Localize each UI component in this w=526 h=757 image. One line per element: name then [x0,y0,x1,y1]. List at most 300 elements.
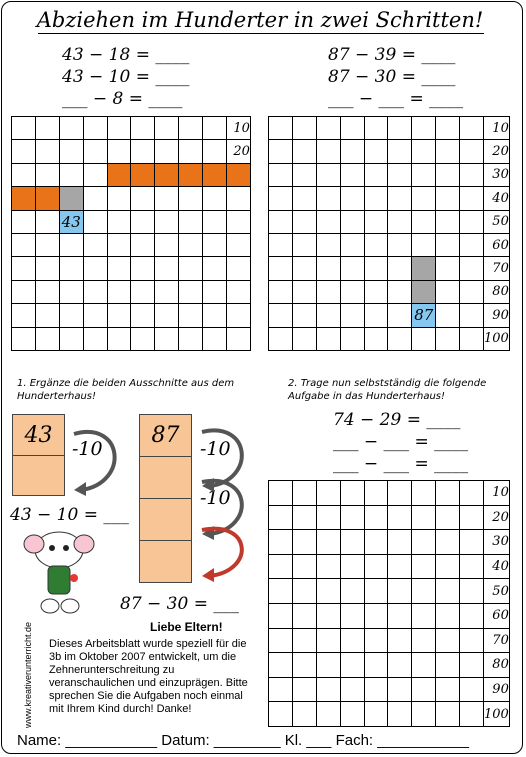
grid-cell [269,505,293,530]
grid-cell [292,554,316,579]
grid-cell [460,702,484,727]
grid-cell [316,554,340,579]
grid-cell [412,187,436,210]
grid-cell [316,481,340,506]
top-left-eq-3: ___ − 8 = ____ [62,89,183,109]
grid-cell [12,163,36,186]
footer-fields: Name: ___________ Datum: ________ Kl. ___ Fach: ___________ [17,732,470,749]
grid-cell [131,280,155,303]
grid-cell [269,233,293,256]
row-label: 50 [484,579,510,604]
grid-cell [412,280,436,303]
grid-cell [179,304,203,327]
grid-cell [436,702,460,727]
grid-cell [179,327,203,350]
box-87-cell-3 [140,499,191,541]
grid-cell [364,140,388,163]
grid-cell [59,117,83,140]
grid-cell [364,481,388,506]
grid-cell [227,257,251,280]
top-left-eq-2: 43 − 10 = ____ [62,67,190,87]
title-rule [38,33,484,34]
grid-cell [83,257,107,280]
grid-cell [35,327,59,350]
grid-cell [83,304,107,327]
grid-cell [59,327,83,350]
grid-cell [412,210,436,233]
grid-cell [460,505,484,530]
grid-cell [340,481,364,506]
grid-cell [412,233,436,256]
grid-cell [269,530,293,555]
grid-cell [436,257,460,280]
grid-cell [107,140,131,163]
grid-cell [269,163,293,186]
grid-cell [364,579,388,604]
grid-cell [35,257,59,280]
grid-cell [83,210,107,233]
grid-cell [412,327,436,350]
grid-cell [269,554,293,579]
grid-cell [107,304,131,327]
grid-cell [131,163,155,186]
grid-cell [340,530,364,555]
grid-cell [388,702,412,727]
grid-cell [364,628,388,653]
grid-cell [436,653,460,678]
grid-cell [436,505,460,530]
grid-cell [340,603,364,628]
grid-cell [12,233,36,256]
grid-cell [12,187,36,210]
grid-cell [436,554,460,579]
grid-cell [340,304,364,327]
grid-cell [340,233,364,256]
grid-cell [292,187,316,210]
grid-cell [340,280,364,303]
row-label: 30 [484,163,510,186]
grid-cell [364,530,388,555]
grid-cell [412,257,436,280]
row-label: 70 [484,257,510,280]
grid-cell [316,280,340,303]
grid-cell [412,579,436,604]
grid-cell [12,117,36,140]
grid-cell [269,481,293,506]
grid-cell [203,280,227,303]
grid-cell [436,327,460,350]
grid-cell [35,187,59,210]
grid-cell [316,210,340,233]
grid-cell [412,530,436,555]
grid-cell [107,327,131,350]
grid-cell [179,163,203,186]
grid-cell [364,554,388,579]
grid-cell [155,140,179,163]
grid-cell [460,677,484,702]
grid-cell [364,327,388,350]
grid-cell [35,140,59,163]
grid-cell [460,304,484,327]
box2-minus-label-2: -10 [200,487,231,509]
grid-cell [269,628,293,653]
grid-cell [179,257,203,280]
task-2-text: 2. Trage nun selbstständig die folgende Aufgabe in das Hunderterhaus! [288,378,487,402]
grid-cell [292,653,316,678]
grid-cell [340,257,364,280]
row-label: 70 [484,628,510,653]
grid-cell [460,233,484,256]
grid-cell [269,677,293,702]
grid-cell [227,280,251,303]
grid-cell [292,257,316,280]
grid-cell [131,140,155,163]
grid-cell [107,117,131,140]
grid-cell [269,702,293,727]
grid-cell [436,210,460,233]
task-1-text: 1. Ergänze die beiden Ausschnitte aus dem Hunderterhaus! [17,378,235,402]
grid-cell [340,505,364,530]
grid-cell [460,210,484,233]
grid-cell [412,481,436,506]
grid-cell [292,603,316,628]
grid-cell [155,163,179,186]
grid-cell [460,140,484,163]
grid-cell [436,481,460,506]
grid-cell [292,628,316,653]
excerpt-box-87 [139,414,192,583]
grid-cell [155,187,179,210]
grid-cell [340,187,364,210]
grid-cell [364,603,388,628]
row-label: 90 [484,677,510,702]
grid-cell [412,702,436,727]
grid-cell [269,653,293,678]
grid-cell [83,163,107,186]
grid-cell [340,677,364,702]
grid-cell [131,233,155,256]
grid-cell [269,187,293,210]
grid-cell [292,210,316,233]
box-87-top-cell: 87 [140,415,191,457]
grid-cell [155,257,179,280]
grid-cell [388,530,412,555]
grid-cell [292,677,316,702]
grid-cell [269,140,293,163]
grid-cell [292,233,316,256]
grid-cell [12,210,36,233]
task2-eq-2: ___ − ___ = ____ [333,432,469,452]
grid-cell [460,280,484,303]
grid-cell [364,233,388,256]
top-right-eq-1: 87 − 39 = ____ [328,45,456,65]
grid-cell [227,304,251,327]
grid-cell [203,233,227,256]
grid-cell [269,257,293,280]
grid-cell [460,163,484,186]
grid-cell [59,140,83,163]
grid-cell [388,233,412,256]
grid-cell [59,163,83,186]
grid-cell [388,481,412,506]
grid-cell [292,117,316,140]
grid-cell [12,280,36,303]
grid-cell [436,628,460,653]
grid-cell [269,579,293,604]
parents-text: Dieses Arbeitsblatt wurde speziell für die 3b im Oktober 2007 entwickelt, um die Zehnerunterschreitung zu veranschaulichen und einzuprägen. Bitte sprechen Sie die Aufgaben noch einmal mit Ihrem Kind durch! Danke! [49,638,248,715]
grid-cell [412,677,436,702]
row-label: 20 [227,140,251,163]
row-label: 40 [484,187,510,210]
grid-cell [388,210,412,233]
grid-cell [131,117,155,140]
grid-cell [203,140,227,163]
grid-cell [460,653,484,678]
grid-cell [292,579,316,604]
grid-cell [59,257,83,280]
grid-cell [12,327,36,350]
grid-cell [107,257,131,280]
grid-cell [83,280,107,303]
grid-cell [155,210,179,233]
grid-cell [364,257,388,280]
grid-cell [340,653,364,678]
row-label: 30 [484,530,510,555]
row-label: 90 [484,304,510,327]
grid-cell [83,187,107,210]
row-label: 20 [484,505,510,530]
excerpt-box-43 [12,414,65,496]
row-label: 10 [484,481,510,506]
grid-cell [340,117,364,140]
grid-cell [131,257,155,280]
grid-cell [388,257,412,280]
grid-cell [460,257,484,280]
grid-cell [269,304,293,327]
grid-cell [364,117,388,140]
row-label: 100 [484,327,510,350]
grid-cell [59,280,83,303]
grid-cell [59,304,83,327]
grid-cell [316,257,340,280]
grid-cell [412,603,436,628]
grid-cell [364,280,388,303]
grid-cell [203,117,227,140]
parents-heading: Liebe Eltern! [150,620,223,634]
grid-cell [412,140,436,163]
grid-cell [203,163,227,186]
top-right-eq-2: 87 − 30 = ____ [328,67,456,87]
grid-cell [292,481,316,506]
box1-minus-label: -10 [72,438,103,460]
grid-cell [436,280,460,303]
grid-cell [59,233,83,256]
grid-cell [316,163,340,186]
curved-arrows-icon [196,420,254,585]
grid-cell [436,579,460,604]
grid-cell [203,187,227,210]
grid-cell [179,280,203,303]
grid-cell [35,117,59,140]
curved-arrow-icon [68,420,126,500]
grid-cell [131,327,155,350]
box1-equation: 43 − 10 = ___ [10,505,129,525]
grid-cell [460,530,484,555]
grid-cell [340,327,364,350]
page-title: Abziehen im Hunderter in zwei Schritten! [36,8,484,32]
grid-cell [316,187,340,210]
grid-cell [340,579,364,604]
grid-cell [388,163,412,186]
grid-cell [316,702,340,727]
grid-cell [83,117,107,140]
grid-cell [179,117,203,140]
grid-cell [316,117,340,140]
grid-cell [316,603,340,628]
grid-cell [460,327,484,350]
box2-equation: 87 − 30 = ___ [120,594,239,614]
grid-cell [269,210,293,233]
grid-cell [364,505,388,530]
grid-cell [227,233,251,256]
grid-cell [292,140,316,163]
grid-cell [460,603,484,628]
row-label: 20 [484,140,510,163]
task2-eq-3: ___ − ___ = ____ [333,454,469,474]
grid-cell [340,554,364,579]
row-label: 60 [484,603,510,628]
grid-cell [269,327,293,350]
grid-cell [388,327,412,350]
website-vertical-text: www.kreativerunterricht.de [23,621,33,729]
grid-cell [340,210,364,233]
grid-cell [340,702,364,727]
grid-cell [155,327,179,350]
hundred-grid-2 [268,116,510,351]
grid-cell [203,257,227,280]
grid-cell [155,304,179,327]
grid-cell [436,304,460,327]
grid-cell [12,140,36,163]
grid-cell [436,163,460,186]
task2-eq-1: 74 − 29 = ____ [333,410,461,430]
grid-cell [227,210,251,233]
grid-cell [388,505,412,530]
grid-cell [388,140,412,163]
grid-cell [107,187,131,210]
grid-cell [388,603,412,628]
grid-cell [388,187,412,210]
grid-cell [179,210,203,233]
grid-cell [388,554,412,579]
grid-cell [292,280,316,303]
grid-cell [35,304,59,327]
grid-cell [179,233,203,256]
grid-cell [35,280,59,303]
grid-cell [340,140,364,163]
grid-cell [107,233,131,256]
grid-cell [436,187,460,210]
grid-cell [460,187,484,210]
grid-cell [292,702,316,727]
row-label: 100 [484,702,510,727]
top-right-eq-3: ___ − ___ = ____ [328,89,464,109]
grid-cell [388,280,412,303]
grid-cell [436,530,460,555]
grid-cell [316,677,340,702]
grid-cell [316,628,340,653]
grid-cell [364,210,388,233]
grid-cell [83,327,107,350]
grid-cell [203,210,227,233]
row-label: 80 [484,280,510,303]
hundred-grid-3 [268,480,510,727]
row-label: 60 [484,233,510,256]
row-label: 40 [484,554,510,579]
grid-cell [364,677,388,702]
grid-cell [412,117,436,140]
grid-cell [316,304,340,327]
grid-cell [460,481,484,506]
grid-cell [340,628,364,653]
grid-cell [269,117,293,140]
grid-cell [436,140,460,163]
grid-cell [131,304,155,327]
grid-cell [155,233,179,256]
grid-cell [436,677,460,702]
grid-cell [412,554,436,579]
grid-cell [107,163,131,186]
grid-cell [269,280,293,303]
grid-cell [436,603,460,628]
row-label: 10 [227,117,251,140]
grid-cell [292,163,316,186]
grid-cell [388,304,412,327]
grid-cell [412,653,436,678]
grid-cell [412,628,436,653]
grid-cell [316,579,340,604]
grid-cell [155,117,179,140]
grid-cell: 43 [59,210,83,233]
grid-cell [292,530,316,555]
grid-cell [292,304,316,327]
grid-cell [292,505,316,530]
grid-cell [35,210,59,233]
grid-cell [364,304,388,327]
grid-cell [388,117,412,140]
grid-cell [203,327,227,350]
grid-cell [227,163,251,186]
grid-cell [460,628,484,653]
grid-cell [227,327,251,350]
grid-cell [12,304,36,327]
box2-minus-label-1: -10 [200,438,231,460]
grid-cell [35,233,59,256]
grid-cell [12,257,36,280]
grid-cell [131,210,155,233]
grid-cell [131,187,155,210]
grid-cell [388,579,412,604]
grid-cell [227,187,251,210]
grid-cell [364,702,388,727]
grid-cell [460,117,484,140]
grid-cell [292,327,316,350]
grid-cell [83,233,107,256]
grid-cell [340,163,364,186]
grid-cell [316,140,340,163]
row-label: 50 [484,210,510,233]
hundred-grid-1 [11,116,251,351]
